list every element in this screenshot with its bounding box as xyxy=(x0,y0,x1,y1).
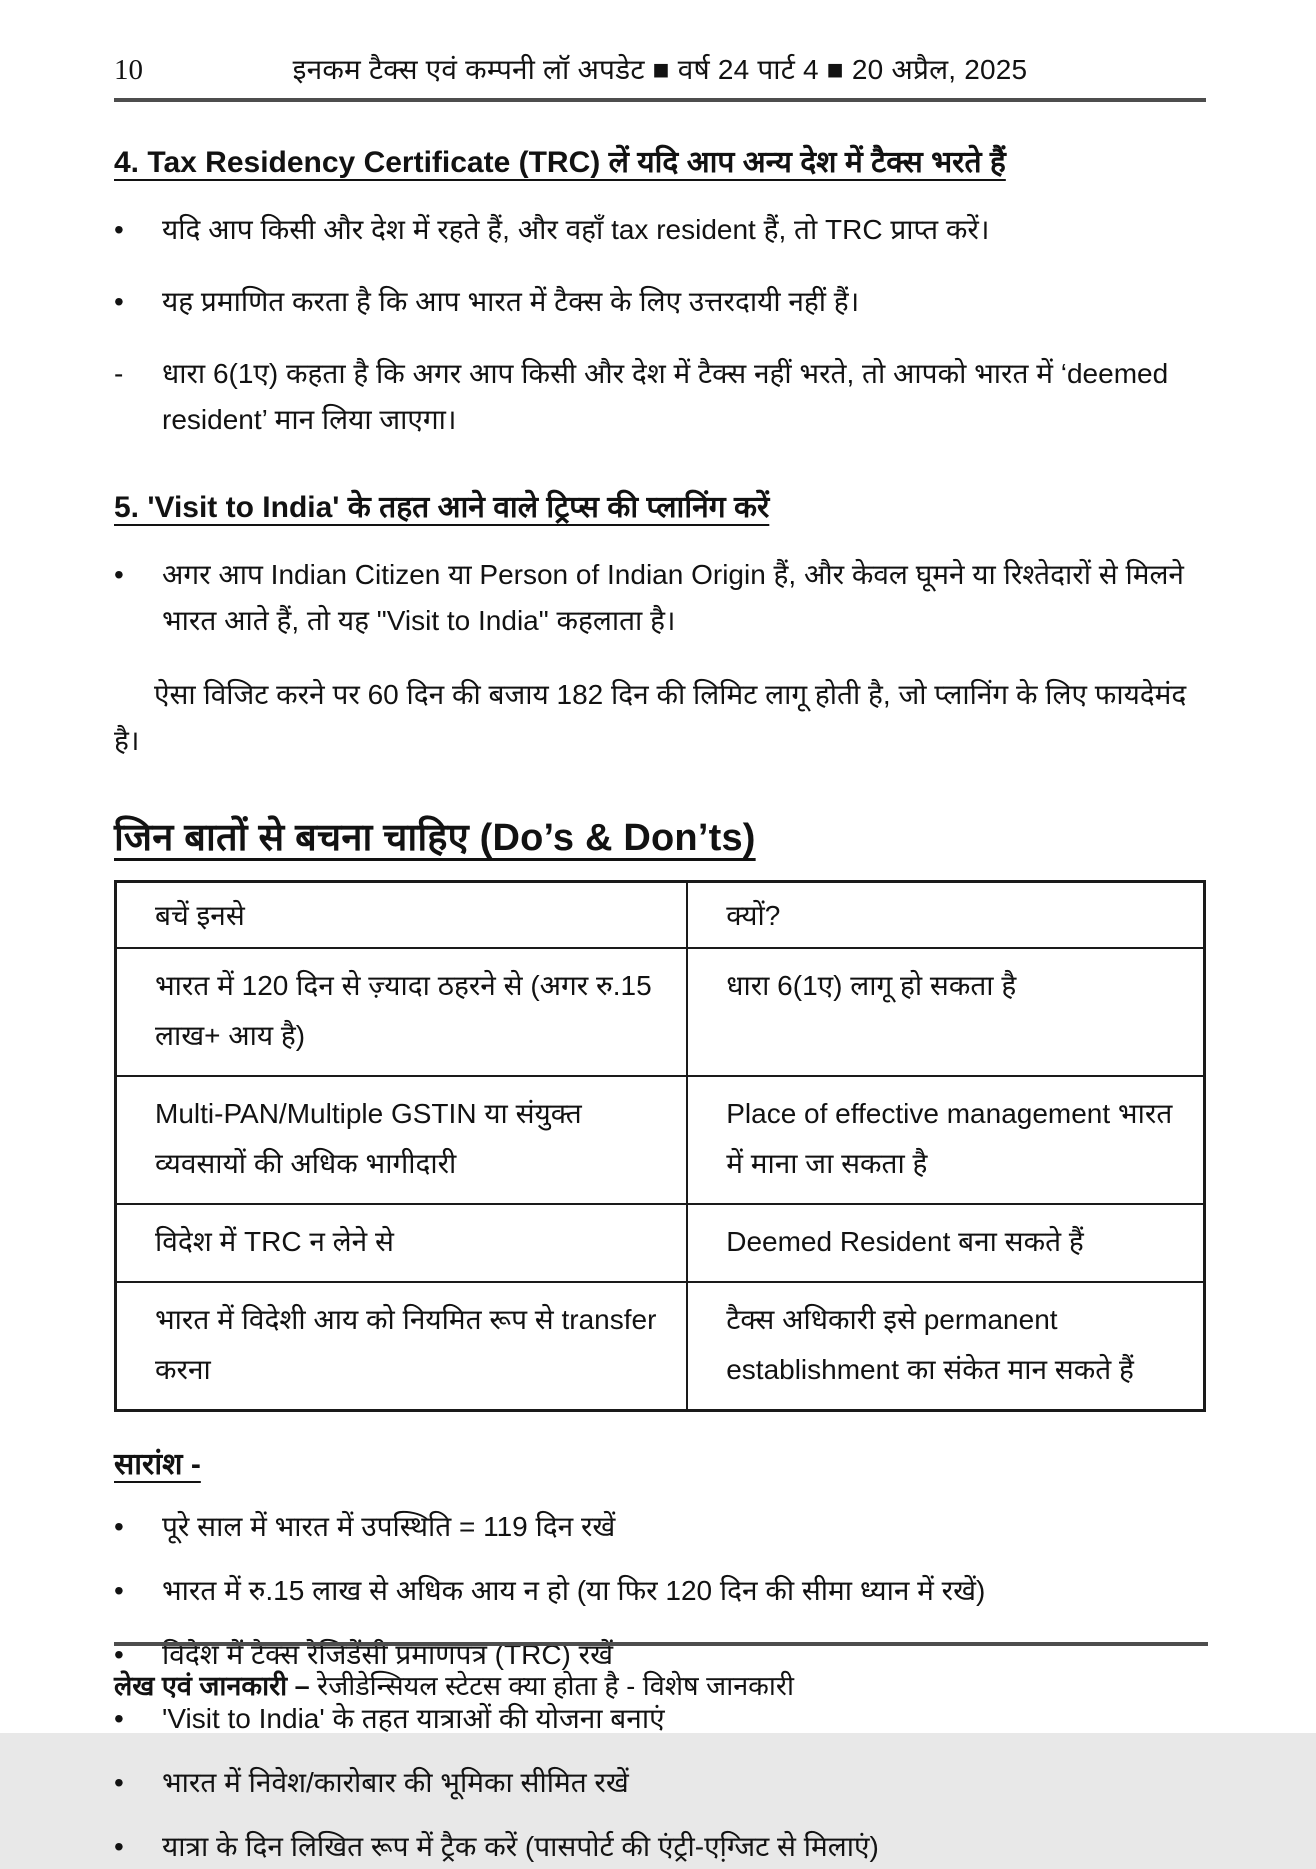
list-item-text: भारत में निवेश/कारोबार की भूमिका सीमित रखें xyxy=(162,1767,629,1798)
list-item-text: 'Visit to India' के तहत यात्राओं की योजना बनाएं xyxy=(162,1703,665,1734)
page-content xyxy=(0,140,1316,1869)
table-cell-why: Place of effective management भारत में माना जा सकता है xyxy=(687,1076,1204,1204)
list-item xyxy=(114,1697,1206,1741)
list-item xyxy=(114,207,1206,253)
table-header-why: क्यों? xyxy=(687,882,1204,949)
table-cell-avoid: विदेश में TRC न लेने से xyxy=(116,1204,688,1282)
body-paragraph: ऐसा विजिट करने पर 60 दिन की बजाय 182 दिन की लिमिट लागू होती है, जो प्लानिंग के लिए फायदेमंद है। xyxy=(114,679,1187,756)
section-4-heading: 4. Tax Residency Certificate (TRC) लें यदि आप अन्य देश में टैक्स भरते हैं xyxy=(114,146,1006,179)
list-item xyxy=(114,1569,1206,1613)
section-5-heading: 5. 'Visit to India' के तहत आने वाले ट्रिप्स की प्लानिंग करें xyxy=(114,491,770,524)
list-item-text: धारा 6(1ए) कहता है कि अगर आप किसी और देश में टैक्स नहीं भरते, तो आपको भारत में ‘deemed resident’ मान लिया जाएगा। xyxy=(162,358,1169,435)
table-row xyxy=(116,1282,1205,1411)
list-item-text: यदि आप किसी और देश में रहते हैं, और वहाँ tax resident हैं, तो TRC प्राप्त करें। xyxy=(162,214,990,245)
bullet-marker: • xyxy=(114,1511,124,1542)
bullet-marker: • xyxy=(114,1703,124,1734)
list-item xyxy=(114,1761,1206,1805)
table-header-row xyxy=(116,882,1205,949)
list-item-text: भारत में रु.15 लाख से अधिक आय न हो (या फिर 120 दिन की सीमा ध्यान में रखें) xyxy=(162,1575,986,1606)
table-cell-why: Deemed Resident बना सकते हैं xyxy=(687,1204,1204,1282)
dos-donts-heading: जिन बातों से बचना चाहिए (Do’s & Don’ts) xyxy=(114,817,756,859)
table-cell-avoid: भारत में विदेशी आय को नियमित रूप से transfer करना xyxy=(116,1282,688,1411)
list-item xyxy=(114,552,1206,644)
summary-heading: सारांश - xyxy=(114,1448,201,1481)
footer-label: लेख एवं जानकारी – xyxy=(114,1671,310,1701)
bullet-marker: • xyxy=(114,1831,124,1862)
table-cell-why: धारा 6(1ए) लागू हो सकता है xyxy=(687,948,1204,1076)
bullet-marker: • xyxy=(114,1639,124,1670)
footer-text: रेजीडेन्सियल स्टेटस क्या होता है - विशेष जानकारी xyxy=(317,1671,794,1701)
bullet-marker: • xyxy=(114,286,124,317)
list-item xyxy=(114,279,1206,325)
list-item xyxy=(114,1505,1206,1549)
bullet-marker: • xyxy=(114,1575,124,1606)
list-item-text: विदेश में टैक्स रेजिडेंसी प्रमाणपत्र (TRC) रखें xyxy=(162,1639,614,1670)
page-header xyxy=(114,0,1206,102)
list-item-text: यात्रा के दिन लिखित रूप में ट्रैक करें (पासपोर्ट की एंट्री-एग्जि़ट से मिलाएं) xyxy=(162,1831,879,1862)
running-head-title: इनकम टैक्स एवं कम्पनी लॉ अपडेट ■ वर्ष 24 पार्ट 4 ■ 20 अप्रैल, 2025 xyxy=(292,54,1028,85)
table-row xyxy=(116,1204,1205,1282)
dash-marker: - xyxy=(114,358,124,389)
list-item-text: यह प्रमाणित करता है कि आप भारत में टैक्स के लिए उत्तरदायी नहीं हैं। xyxy=(162,286,860,317)
table-cell-avoid: Multi-PAN/Multiple GSTIN या संयुक्त व्यवसायों की अधिक भागीदारी xyxy=(116,1076,688,1204)
table-cell-why: टैक्स अधिकारी इसे permanent establishment का संकेत मान सकते हैं xyxy=(687,1282,1204,1411)
table-row xyxy=(116,948,1205,1076)
table-cell-avoid: भारत में 120 दिन से ज़्यादा ठहरने से (अगर रु.15 लाख+ आय है) xyxy=(116,948,688,1076)
bullet-marker: • xyxy=(114,1767,124,1798)
list-item-text: अगर आप Indian Citizen या Person of Indian Origin हैं, और केवल घूमने या रिश्तेदारों से मिलने भारत आते हैं, तो यह "Visit to India" कहलाता है। xyxy=(162,559,1184,636)
bullet-marker: • xyxy=(114,214,124,245)
list-item xyxy=(114,1825,1206,1869)
page-number: 10 xyxy=(114,54,143,86)
page-footer xyxy=(114,1642,1208,1703)
dos-donts-table xyxy=(114,880,1206,1412)
table-header-avoid: बचें इनसे xyxy=(116,882,688,949)
bullet-marker: • xyxy=(114,559,124,590)
list-item xyxy=(114,351,1206,443)
list-item-text: पूरे साल में भारत में उपस्थिति = 119 दिन रखें xyxy=(162,1511,616,1542)
table-row xyxy=(116,1076,1205,1204)
